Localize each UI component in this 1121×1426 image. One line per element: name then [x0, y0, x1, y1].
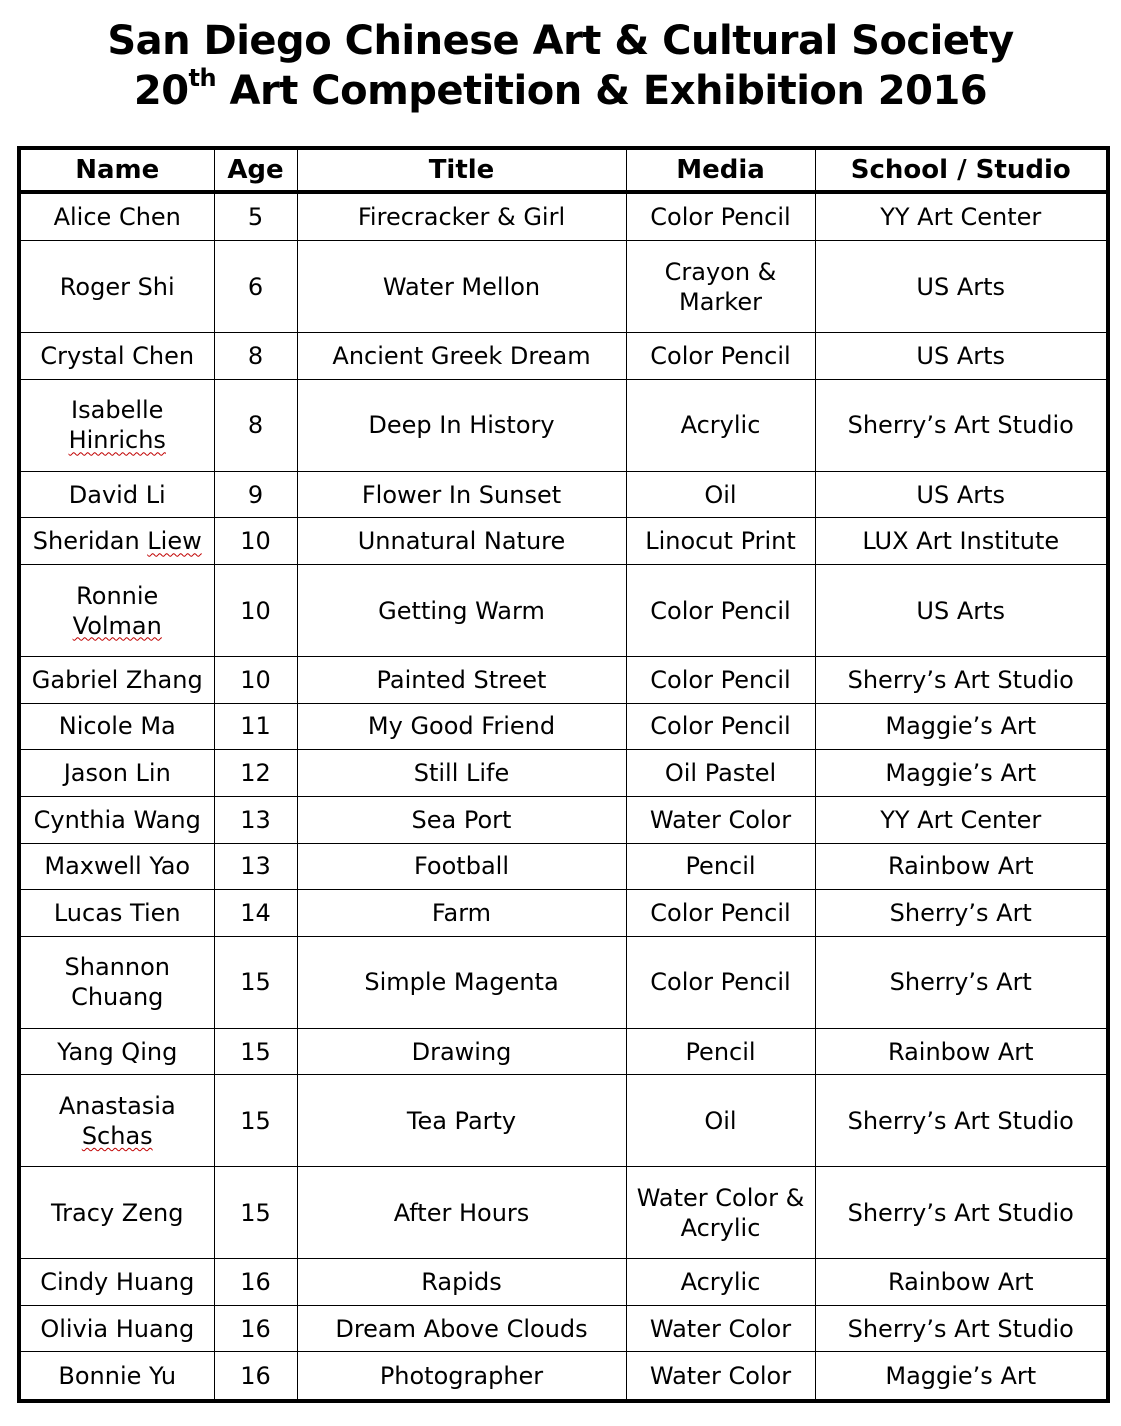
cell-school: US Arts	[815, 333, 1108, 380]
table-row	[19, 796, 1108, 843]
cell-school: Maggie’s Art	[815, 750, 1108, 797]
cell-title: Water Mellon	[297, 241, 626, 333]
cell-title: Football	[297, 843, 626, 890]
cell-age: 10	[214, 565, 297, 657]
cell-title: Ancient Greek Dream	[297, 333, 626, 380]
cell-name-last: Schas	[81, 1121, 153, 1150]
cell-name: Roger Shi	[19, 241, 214, 333]
table-row	[19, 333, 1108, 380]
cell-age: 8	[214, 333, 297, 380]
cell-age: 14	[214, 890, 297, 937]
cell-school: US Arts	[815, 241, 1108, 333]
cell-name: Shannon Chuang	[19, 936, 214, 1028]
table-row	[19, 890, 1108, 937]
cell-name: Nicole Ma	[19, 703, 214, 750]
cell-title: Dream Above Clouds	[297, 1305, 626, 1352]
table-row	[19, 936, 1108, 1028]
cell-media: Oil	[626, 1075, 815, 1167]
cell-school: US Arts	[815, 471, 1108, 518]
cell-age: 10	[214, 518, 297, 565]
cell-name	[19, 1075, 214, 1167]
cell-age: 15	[214, 936, 297, 1028]
cell-name: Bonnie Yu	[19, 1352, 214, 1401]
cell-media: Acrylic	[626, 1259, 815, 1306]
cell-age: 15	[214, 1167, 297, 1259]
cell-title: Sea Port	[297, 796, 626, 843]
table-row	[19, 518, 1108, 565]
cell-media: Linocut Print	[626, 518, 815, 565]
cell-school: Sherry’s Art	[815, 936, 1108, 1028]
cell-media: Color Pencil	[626, 890, 815, 937]
cell-name: Cynthia Wang	[19, 796, 214, 843]
cell-name: Cindy Huang	[19, 1259, 214, 1306]
cell-name: Gabriel Zhang	[19, 656, 214, 703]
table-row	[19, 1305, 1108, 1352]
cell-name	[19, 518, 214, 565]
cell-age: 16	[214, 1305, 297, 1352]
cell-name: Lucas Tien	[19, 890, 214, 937]
cell-media: Crayon & Marker	[626, 241, 815, 333]
cell-title: Unnatural Nature	[297, 518, 626, 565]
cell-name: Tracy Zeng	[19, 1167, 214, 1259]
title-line-2	[0, 66, 1121, 116]
cell-title: My Good Friend	[297, 703, 626, 750]
cell-name	[19, 379, 214, 471]
table-row	[19, 656, 1108, 703]
cell-age: 10	[214, 656, 297, 703]
cell-age: 15	[214, 1028, 297, 1075]
cell-media: Color Pencil	[626, 936, 815, 1028]
cell-school: Sherry’s Art Studio	[815, 1167, 1108, 1259]
table-row	[19, 1075, 1108, 1167]
cell-title: Rapids	[297, 1259, 626, 1306]
cell-school: Sherry’s Art Studio	[815, 1305, 1108, 1352]
cell-school: Rainbow Art	[815, 1259, 1108, 1306]
cell-media: Color Pencil	[626, 656, 815, 703]
column-header-name: Name	[19, 148, 214, 192]
table-row	[19, 471, 1108, 518]
cell-media: Color Pencil	[626, 192, 815, 241]
cell-title: Getting Warm	[297, 565, 626, 657]
column-header-age: Age	[214, 148, 297, 192]
table-row	[19, 843, 1108, 890]
cell-media: Oil	[626, 471, 815, 518]
table-row	[19, 750, 1108, 797]
cell-school: Maggie’s Art	[815, 703, 1108, 750]
cell-name-first: Sheridan	[32, 527, 140, 556]
cell-age: 9	[214, 471, 297, 518]
cell-name-last: Hinrichs	[68, 426, 166, 455]
document-title	[0, 16, 1121, 116]
cell-school: Sherry’s Art Studio	[815, 379, 1108, 471]
cell-age: 12	[214, 750, 297, 797]
cell-school: Sherry’s Art Studio	[815, 656, 1108, 703]
cell-age: 16	[214, 1259, 297, 1306]
cell-title: Farm	[297, 890, 626, 937]
cell-title: Painted Street	[297, 656, 626, 703]
table-row	[19, 1352, 1108, 1401]
cell-school: LUX Art Institute	[815, 518, 1108, 565]
table-row	[19, 1167, 1108, 1259]
cell-name: Crystal Chen	[19, 333, 214, 380]
cell-title: Simple Magenta	[297, 936, 626, 1028]
cell-age: 5	[214, 192, 297, 241]
cell-title: Drawing	[297, 1028, 626, 1075]
cell-age: 15	[214, 1075, 297, 1167]
cell-media: Water Color	[626, 1305, 815, 1352]
title-event-name: Art Competition & Exhibition 2016	[229, 68, 988, 114]
title-line-1: San Diego Chinese Art & Cultural Society	[107, 18, 1014, 64]
cell-name-first: Anastasia	[58, 1091, 176, 1120]
cell-name: David Li	[19, 471, 214, 518]
table-row	[19, 703, 1108, 750]
cell-age: 16	[214, 1352, 297, 1401]
table-row	[19, 379, 1108, 471]
table-header-row	[19, 148, 1108, 192]
cell-name: Maxwell Yao	[19, 843, 214, 890]
cell-media: Water Color	[626, 1352, 815, 1401]
cell-name-last: Volman	[72, 611, 162, 640]
cell-school: Sherry’s Art	[815, 890, 1108, 937]
cell-name: Alice Chen	[19, 192, 214, 241]
cell-media: Pencil	[626, 1028, 815, 1075]
cell-title: After Hours	[297, 1167, 626, 1259]
cell-title: Firecracker & Girl	[297, 192, 626, 241]
cell-age: 11	[214, 703, 297, 750]
cell-media: Color Pencil	[626, 333, 815, 380]
cell-media: Water Color	[626, 796, 815, 843]
cell-school: Maggie’s Art	[815, 1352, 1108, 1401]
title-ordinal-number: 20	[133, 68, 189, 114]
cell-media: Pencil	[626, 843, 815, 890]
cell-school: Rainbow Art	[815, 1028, 1108, 1075]
cell-name: Olivia Huang	[19, 1305, 214, 1352]
cell-title: Photographer	[297, 1352, 626, 1401]
cell-media: Acrylic	[626, 379, 815, 471]
title-ordinal-suffix: th	[188, 64, 217, 92]
cell-title: Still Life	[297, 750, 626, 797]
column-header-title: Title	[297, 148, 626, 192]
cell-school: US Arts	[815, 565, 1108, 657]
cell-school: YY Art Center	[815, 192, 1108, 241]
cell-title: Deep In History	[297, 379, 626, 471]
cell-media: Water Color & Acrylic	[626, 1167, 815, 1259]
cell-school: Rainbow Art	[815, 843, 1108, 890]
cell-age: 13	[214, 843, 297, 890]
cell-name-last: Liew	[147, 527, 202, 556]
cell-school: Sherry’s Art Studio	[815, 1075, 1108, 1167]
table-row	[19, 1028, 1108, 1075]
column-header-media: Media	[626, 148, 815, 192]
cell-media: Oil Pastel	[626, 750, 815, 797]
table-row	[19, 241, 1108, 333]
cell-age: 6	[214, 241, 297, 333]
cell-media: Color Pencil	[626, 565, 815, 657]
cell-school: YY Art Center	[815, 796, 1108, 843]
cell-title: Tea Party	[297, 1075, 626, 1167]
table-row	[19, 1259, 1108, 1306]
cell-age: 8	[214, 379, 297, 471]
cell-title: Flower In Sunset	[297, 471, 626, 518]
cell-age: 13	[214, 796, 297, 843]
cell-name	[19, 565, 214, 657]
cell-name: Jason Lin	[19, 750, 214, 797]
table-row	[19, 192, 1108, 241]
table-row	[19, 565, 1108, 657]
column-header-school: School / Studio	[815, 148, 1108, 192]
cell-name: Yang Qing	[19, 1028, 214, 1075]
cell-name-first: Ronnie	[76, 581, 159, 610]
cell-media: Color Pencil	[626, 703, 815, 750]
entries-table	[17, 146, 1110, 1403]
cell-name-first: Isabelle	[71, 396, 164, 425]
